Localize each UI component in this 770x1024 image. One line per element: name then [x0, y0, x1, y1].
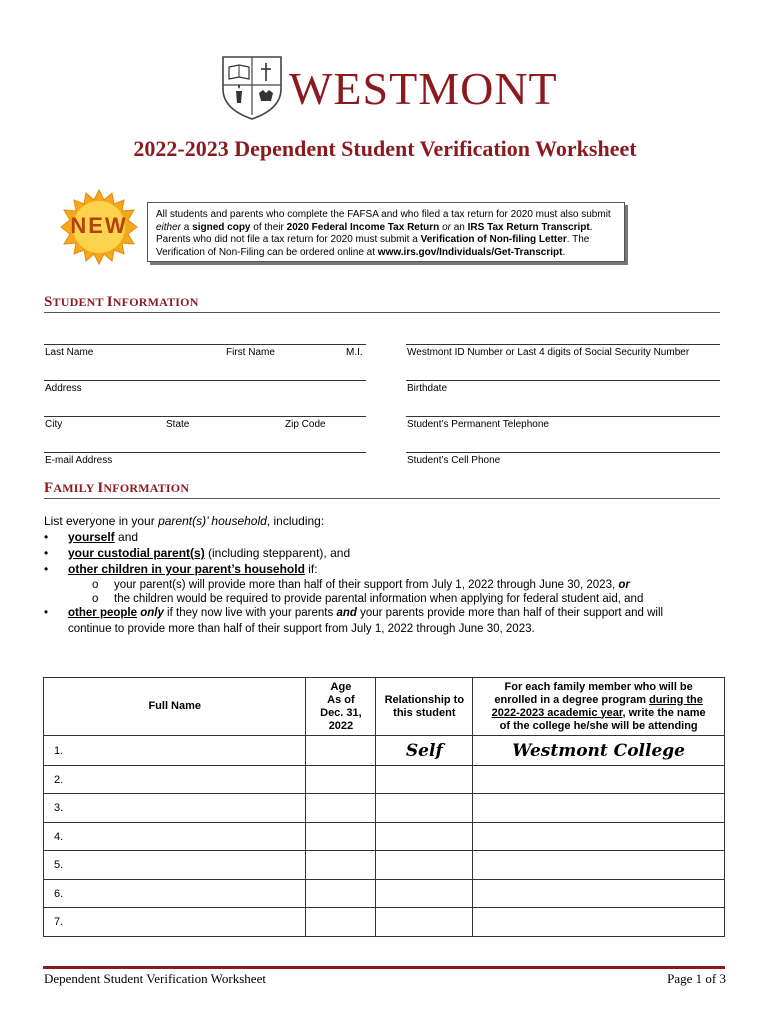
household-intro: List everyone in your parent(s)’ household, including:: [44, 514, 325, 528]
table-row: [44, 736, 725, 766]
relationship-cell[interactable]: [376, 880, 473, 908]
list-item: o your parent(s) will provide more than half of their support from July 1, 2022 through June 30, 2023, or: [92, 579, 630, 591]
age-cell[interactable]: [306, 736, 376, 766]
relationship-cell[interactable]: Self: [376, 736, 473, 766]
table-header-row: [44, 678, 725, 736]
college-cell[interactable]: [473, 908, 725, 937]
email-field-line[interactable]: [44, 452, 366, 453]
table-row: [44, 880, 725, 908]
family-members-table: [43, 677, 725, 937]
age-cell[interactable]: [306, 823, 376, 851]
footer-rule: [43, 966, 725, 969]
relationship-cell[interactable]: [376, 908, 473, 937]
list-item: • other children in your parent’s household if:: [44, 562, 318, 576]
state-label: State: [166, 419, 190, 430]
cell-phone-label: Student’s Cell Phone: [407, 455, 501, 466]
table-row: [44, 851, 725, 880]
age-cell[interactable]: [306, 766, 376, 794]
table-row: [44, 823, 725, 851]
list-item: o the children would be required to provide parental information when applying for federal student aid, and: [92, 593, 644, 605]
college-cell[interactable]: [473, 880, 725, 908]
birthdate-field-line[interactable]: [406, 380, 720, 381]
college-cell[interactable]: [473, 766, 725, 794]
city-state-zip-field-line[interactable]: [44, 416, 366, 417]
college-cell[interactable]: [473, 794, 725, 823]
name-field-line[interactable]: [44, 344, 366, 345]
last-name-label: Last Name: [45, 347, 94, 358]
footer-document-title: Dependent Student Verification Worksheet: [44, 971, 266, 986]
tax-return-notice: All students and parents who complete the FAFSA and who filed a tax return for 2020 must also submit either a signed copy of their 2020 Federal Income Tax Return or an IRS Tax Return Transcript. Parents who did not file a tax return for 2020 must submit a Verification of Non-filing Letter. The Verification of Non-Filing can be ordered online at www.irs.gov/Individuals/Get-Transcript.: [147, 202, 625, 262]
badge-text: NEW: [70, 213, 128, 238]
age-header: Age As of Dec. 31, 2022: [306, 678, 376, 736]
age-cell[interactable]: [306, 880, 376, 908]
college-cell[interactable]: [473, 851, 725, 880]
table-row: [44, 908, 725, 937]
row-number: 2.: [44, 766, 306, 794]
relationship-cell[interactable]: [376, 823, 473, 851]
full-name-header: Full Name: [44, 678, 306, 736]
permanent-phone-field-line[interactable]: [406, 416, 720, 417]
mi-label: M.I.: [346, 347, 363, 358]
relationship-cell[interactable]: [376, 851, 473, 880]
row-number: 7.: [44, 908, 306, 937]
table-row: [44, 794, 725, 823]
list-item: • other people only if they now live with your parents and your parents provide more than half of their support and will: [44, 607, 664, 619]
household-instructions: [44, 514, 734, 638]
footer-page-number: Page 1 of 3: [667, 971, 726, 986]
table-row: [44, 766, 725, 794]
city-label: City: [45, 419, 63, 430]
row-number: 4.: [44, 823, 306, 851]
row-number: 1.: [44, 736, 306, 766]
list-item: continue to provide more than half of their support from July 1, 2022 through June 30, 2023.: [68, 623, 535, 635]
row-number: 5.: [44, 851, 306, 880]
list-item: • your custodial parent(s) (including stepparent), and: [44, 546, 351, 560]
age-cell[interactable]: [306, 908, 376, 937]
page-title: 2022-2023 Dependent Student Verification Worksheet: [133, 136, 637, 161]
family-information-heading: FAMILY INFORMATION: [44, 480, 720, 499]
id-field-line[interactable]: [406, 344, 720, 345]
new-badge: [60, 188, 138, 266]
cell-phone-field-line[interactable]: [406, 452, 720, 453]
relationship-header: Relationship to this student: [376, 678, 473, 736]
address-label: Address: [45, 383, 82, 394]
email-label: E-mail Address: [45, 455, 113, 466]
row-number: 3.: [44, 794, 306, 823]
zip-label: Zip Code: [285, 419, 326, 430]
relationship-cell[interactable]: [376, 766, 473, 794]
college-header: For each family member who will be enrolled in a degree program during the 2022-2023 academic year, write the name of the college he/she will be attending: [473, 678, 725, 736]
permanent-phone-label: Student’s Permanent Telephone: [407, 419, 549, 430]
birthdate-label: Birthdate: [407, 383, 448, 394]
age-cell[interactable]: [306, 851, 376, 880]
first-name-label: First Name: [226, 347, 275, 358]
logo-wordmark: WESTMONT: [289, 63, 558, 114]
age-cell[interactable]: [306, 794, 376, 823]
list-item: • yourself and: [44, 530, 139, 544]
address-field-line[interactable]: [44, 380, 366, 381]
college-cell[interactable]: [473, 823, 725, 851]
college-cell[interactable]: Westmont College: [473, 736, 725, 766]
student-information-heading: STUDENT INFORMATION: [44, 294, 720, 313]
row-number: 6.: [44, 880, 306, 908]
westmont-shield-icon: [219, 55, 285, 121]
id-label: Westmont ID Number or Last 4 digits of Social Security Number: [407, 347, 690, 358]
relationship-cell[interactable]: [376, 794, 473, 823]
